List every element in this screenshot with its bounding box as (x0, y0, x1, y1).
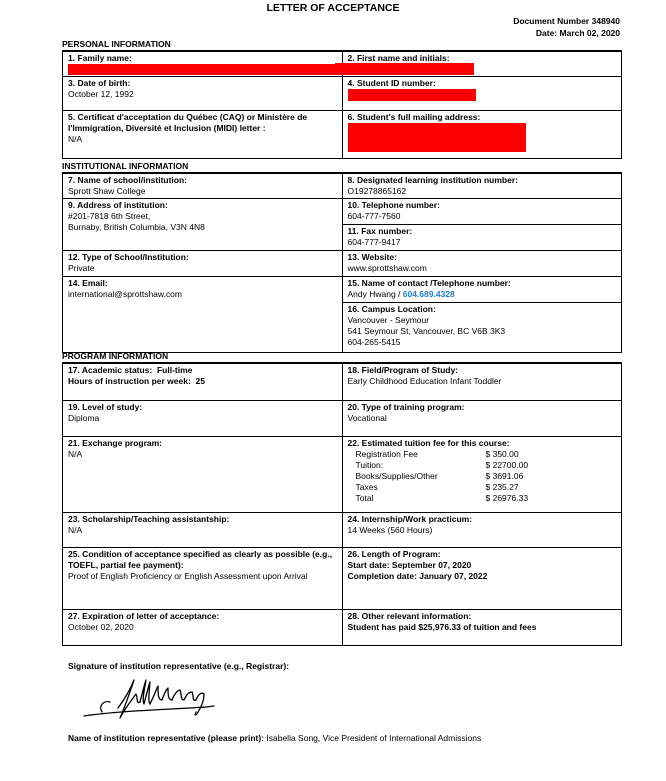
institution-info-table (62, 173, 622, 353)
program-info-table (62, 363, 622, 646)
campus-line-1: Vancouver - Seymour (347, 315, 430, 325)
level-of-study-cell (63, 401, 343, 437)
website-label: 13. Website: (347, 252, 397, 262)
contact-label: 15. Name of contact /Telephone number: (347, 278, 511, 288)
date-label: Date: (535, 28, 558, 38)
hours-value: 25 (195, 376, 205, 386)
address-line-2: Burnaby, British Columbia, V3N 4N8 (68, 222, 205, 232)
expiration-label: 27. Expiration of letter of acceptance: (68, 611, 220, 621)
dob-label: 3. Date of birth: (68, 78, 131, 88)
fee-amount: $ 22700.00 (485, 460, 529, 470)
fee-label: Books/Supplies/Other (355, 471, 438, 481)
program-length-cell (342, 548, 622, 610)
fee-amount: $ 3691.06 (485, 471, 524, 481)
scholarship-cell (63, 513, 343, 548)
contact-phone-link[interactable]: 604.689.4328 (402, 289, 455, 299)
family-name-label: 1. Family name: (68, 53, 132, 63)
scholarship-label: 23. Scholarship/Teaching assistantship: (68, 514, 230, 524)
scholarship-value: N/A (68, 525, 83, 535)
signature-label: Signature of institution representative (e.g., Registrar): (68, 661, 290, 671)
exchange-program-value: N/A (68, 449, 83, 459)
program-length-label: 26. Length of Program: (347, 549, 441, 559)
document-date: March 02, 2020 (559, 28, 620, 38)
academic-status-label: 17. Academic status: (68, 365, 153, 375)
school-name-value: Sprott Shaw College (68, 186, 146, 196)
internship-cell (342, 513, 622, 548)
representative-name-label: Name of institution representative (please print): (68, 733, 265, 743)
campus-cell (342, 303, 622, 353)
fee-label: Tuition: (355, 460, 384, 470)
field-of-study-label: 18. Field/Program of Study: (347, 365, 459, 375)
fee-row (356, 482, 529, 493)
redaction-bar (348, 123, 526, 152)
expiration-value: October 02, 2020 (68, 622, 134, 632)
fax-label: 11. Fax number: (347, 226, 413, 236)
fee-table (356, 449, 529, 504)
other-info-cell (342, 610, 622, 646)
completion-date: Completion date: January 07, 2022 (347, 571, 488, 581)
caq-label: 5. Certificat d'acceptation du Québec (CAQ) or Ministère de l'Immigration, Diversité et Inclusion (MIDI) letter : (68, 112, 308, 133)
training-type-label: 20. Type of training program: (347, 402, 465, 412)
fax-cell (342, 225, 622, 251)
email-cell (63, 277, 343, 353)
other-info-label: 28. Other relevant information: (347, 611, 472, 621)
student-id-label: 4. Student ID number: (347, 78, 436, 88)
condition-cell (63, 548, 343, 610)
family-name-cell (63, 52, 343, 77)
redaction-bar (348, 89, 476, 101)
training-type-cell (342, 401, 622, 437)
dli-value: O19278865162 (347, 186, 407, 196)
field-of-study-value: Early Childhood Education Infant Toddler (347, 376, 502, 386)
fee-amount: $ 26976.33 (485, 493, 529, 503)
address-cell (63, 199, 343, 251)
phone-label: 10. Telephone number: (347, 200, 440, 210)
expiration-cell (63, 610, 343, 646)
level-of-study-label: 19. Level of study: (68, 402, 143, 412)
representative-name-line (68, 733, 481, 743)
other-info-value: Student has paid $25,976.33 of tuition and fees (347, 622, 537, 632)
mailing-address-label: 6. Student's full mailing address: (347, 112, 481, 122)
training-type-value: Vocational (347, 413, 387, 423)
document-number-label: Document Number (513, 16, 590, 26)
document-title: LETTER OF ACCEPTANCE (266, 2, 400, 14)
hours-label: Hours of instruction per week: (68, 376, 191, 386)
fee-amount: $ 235.27 (485, 482, 519, 492)
contact-cell (342, 277, 622, 303)
email-value: international@sprottshaw.com (68, 289, 182, 299)
condition-label: 25. Condition of acceptance specified as clearly as possible (e.g., TOEFL, partial fee payment): (68, 549, 333, 570)
condition-value: Proof of English Proficiency or English Assessment upon Arrival (68, 571, 308, 581)
fee-row (356, 471, 529, 482)
address-line-1: #201-7818 6th Street, (68, 211, 151, 221)
dli-label: 8. Designated learning institution number: (347, 175, 518, 185)
representative-name-value: Isabella Song, Vice President of International Admissions (266, 733, 482, 743)
dob-cell (63, 77, 343, 111)
exchange-program-cell (63, 437, 343, 513)
redaction-bar (335, 63, 474, 75)
fee-label: Taxes (355, 482, 378, 492)
fee-label: Registration Fee (355, 449, 418, 459)
fax-value: 604-777-9417 (347, 237, 401, 247)
level-of-study-value: Diploma (68, 413, 100, 423)
caq-cell (63, 111, 343, 159)
redaction-bar (68, 64, 336, 75)
fee-row (356, 493, 529, 504)
fee-label: Total (355, 493, 374, 503)
personal-info-table (62, 51, 622, 159)
campus-label: 16. Campus Location: (347, 304, 436, 314)
phone-value: 604-777-7560 (347, 211, 401, 221)
website-value: www.sprottshaw.com (347, 263, 427, 273)
tuition-label: 22. Estimated tuition fee for this course: (347, 438, 510, 448)
section-institutional-heading: INSTITUTIONAL INFORMATION (62, 161, 622, 173)
exchange-program-label: 21. Exchange program: (68, 438, 163, 448)
academic-status-cell (63, 364, 343, 401)
fee-row (356, 449, 529, 460)
mailing-address-cell (342, 111, 622, 159)
field-of-study-cell (342, 364, 622, 401)
school-name-cell (63, 174, 343, 199)
school-type-value: Private (68, 263, 95, 273)
dli-cell (342, 174, 622, 199)
internship-label: 24. Internship/Work practicum: (347, 514, 473, 524)
address-label: 9. Address of institution: (68, 200, 168, 210)
fee-amount: $ 350.00 (485, 449, 519, 459)
school-type-label: 12. Type of School/Institution: (68, 252, 189, 262)
section-personal-heading: PERSONAL INFORMATION (62, 39, 622, 51)
phone-cell (342, 199, 622, 225)
school-type-cell (63, 251, 343, 277)
website-cell (342, 251, 622, 277)
student-id-cell (342, 77, 622, 111)
campus-line-3: 604-265-5415 (347, 337, 401, 347)
email-label: 14. Email: (68, 278, 108, 288)
academic-status-value: Full-time (156, 365, 193, 375)
internship-value: 14 Weeks (560 Hours) (347, 525, 433, 535)
document-number: 348940 (591, 16, 620, 26)
tuition-cell (342, 437, 622, 513)
document-meta (513, 15, 620, 39)
campus-line-2: 541 Seymour St, Vancouver, BC V6B 3K3 (347, 326, 506, 336)
school-name-label: 7. Name of school/institution: (68, 175, 188, 185)
dob-value: October 12, 1992 (68, 89, 134, 99)
first-name-cell (342, 52, 622, 77)
caq-value: N/A (68, 134, 83, 144)
start-date: Start date: September 07, 2020 (347, 560, 472, 570)
fee-row (356, 460, 529, 471)
contact-name: Andy Hwang / (347, 289, 403, 299)
section-program-heading: PROGRAM INFORMATION (62, 351, 622, 363)
handwritten-signature (80, 672, 220, 724)
first-name-label: 2. First name and initials: (347, 53, 450, 63)
